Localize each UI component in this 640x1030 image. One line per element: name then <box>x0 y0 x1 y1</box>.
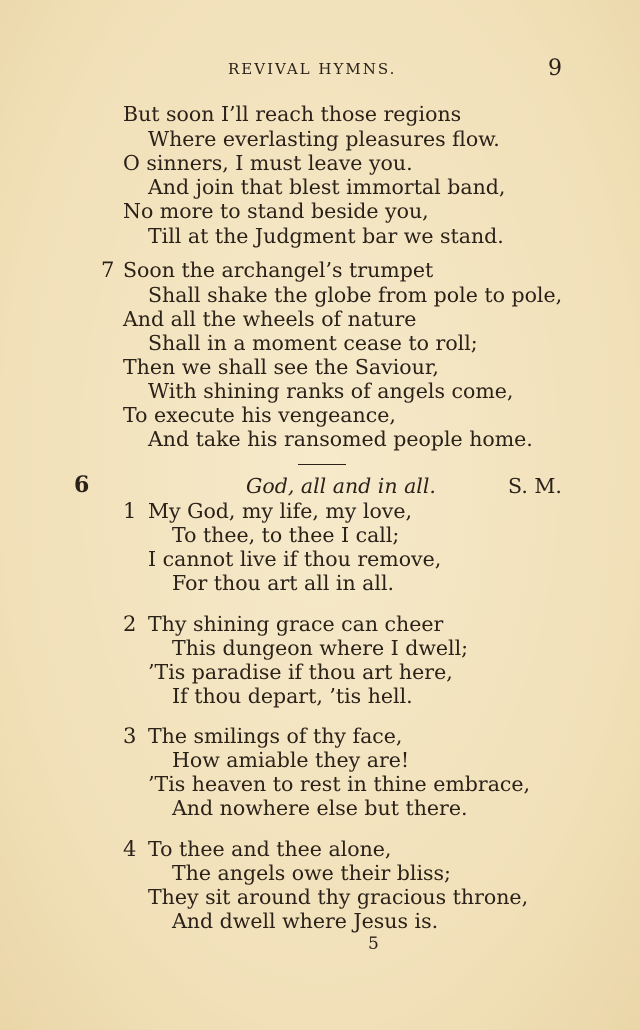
verse-line: For thou art all in all. <box>172 571 395 595</box>
hymn-title: God, all and in all. <box>246 474 436 498</box>
verse-line: Where everlasting pleasures flow. <box>148 127 500 151</box>
page-number: 9 <box>548 56 562 81</box>
verse-line: Shall in a moment cease to roll; <box>148 331 478 355</box>
verse-line: Soon the archangel’s trumpet <box>123 258 434 282</box>
verse-line: Till at the Judgment bar we stand. <box>148 224 504 248</box>
verse-line: O sinners, I must leave you. <box>123 151 413 175</box>
verse-line: Thy shining grace can cheer <box>148 612 444 636</box>
running-header: REVIVAL HYMNS. <box>228 60 397 78</box>
verse-line: And all the wheels of nature <box>123 307 417 331</box>
stanza-number: 7 <box>101 258 115 282</box>
verse-line: The angels owe their bliss; <box>172 861 451 885</box>
verse-line: How amiable they are! <box>172 748 410 772</box>
verse-line: The smilings of thy face, <box>148 724 403 748</box>
section-divider <box>298 464 346 465</box>
verse-line: To thee and thee alone, <box>148 837 392 861</box>
verse-line: This dungeon where I dwell; <box>172 636 469 660</box>
hymn-meter: S. M. <box>508 474 562 498</box>
verse-line: ’Tis heaven to rest in thine embrace, <box>148 772 531 796</box>
verse-line: I cannot live if thou remove, <box>148 547 442 571</box>
verse-line: To thee, to thee I call; <box>172 523 400 547</box>
stanza-number: 1 <box>123 499 137 523</box>
verse-line: No more to stand beside you, <box>123 199 429 223</box>
verse-line: And take his ransomed people home. <box>148 427 533 451</box>
signature-mark: 5 <box>368 934 379 954</box>
verse-line: ’Tis paradise if thou art here, <box>148 660 453 684</box>
verse-line: And dwell where Jesus is. <box>172 909 439 933</box>
stanza-number: 4 <box>123 837 137 861</box>
verse-line: They sit around thy gracious throne, <box>148 885 529 909</box>
hymn-number: 6 <box>74 472 90 498</box>
verse-line: But soon I’ll reach those regions <box>123 102 462 126</box>
verse-line: And nowhere else but there. <box>172 796 468 820</box>
verse-line: Then we shall see the Saviour, <box>123 355 439 379</box>
stanza-number: 3 <box>123 724 137 748</box>
verse-line: With shining ranks of angels come, <box>148 379 514 403</box>
stanza-number: 2 <box>123 612 137 636</box>
verse-line: Shall shake the globe from pole to pole, <box>148 283 563 307</box>
verse-line: And join that blest immortal band, <box>148 175 506 199</box>
verse-line: My God, my life, my love, <box>148 499 413 523</box>
verse-line: If thou depart, ’tis hell. <box>172 684 413 708</box>
verse-line: To execute his vengeance, <box>123 403 396 427</box>
